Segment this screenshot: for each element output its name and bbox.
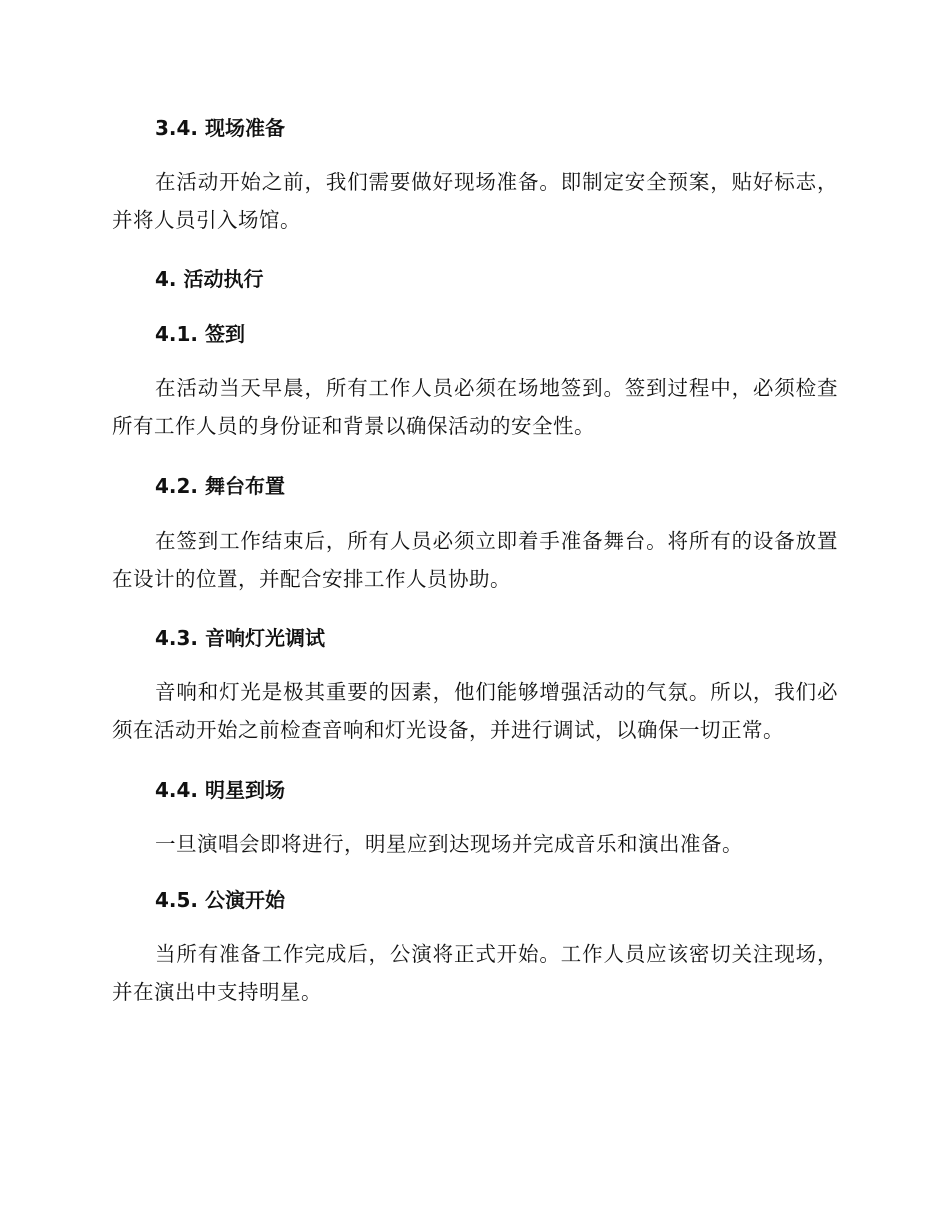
section-paragraph-4-2: 在签到工作结束后，所有人员必须立即着手准备舞台。将所有的设备放置在设计的位置，并配合安排工作人员协助。 — [112, 529, 838, 591]
section-paragraph-4-5: 当所有准备工作完成后，公演将正式开始。工作人员应该密切关注现场，并在演出中支持明星。 — [112, 942, 838, 1004]
section-heading-3-4: 3.4. 现场准备 — [155, 116, 285, 140]
section-heading-4-1: 4.1. 签到 — [155, 322, 245, 346]
section-paragraph-4-1: 在活动当天早晨，所有工作人员必须在场地签到。签到过程中，必须检查所有工作人员的身份证和背景以确保活动的安全性。 — [112, 376, 838, 438]
section-paragraph-4-4: 一旦演唱会即将进行，明星应到达现场并完成音乐和演出准备。 — [155, 832, 743, 856]
section-heading-4: 4. 活动执行 — [155, 267, 264, 291]
section-paragraph-3-4: 在活动开始之前，我们需要做好现场准备。即制定安全预案，贴好标志，并将人员引入场馆。 — [112, 170, 838, 232]
section-paragraph-4-3: 音响和灯光是极其重要的因素，他们能够增强活动的气氛。所以，我们必须在活动开始之前检查音响和灯光设备，并进行调试，以确保一切正常。 — [112, 680, 838, 742]
section-heading-4-3: 4.3. 音响灯光调试 — [155, 626, 325, 650]
section-heading-4-5: 4.5. 公演开始 — [155, 888, 285, 912]
section-heading-4-2: 4.2. 舞台布置 — [155, 474, 285, 498]
section-heading-4-4: 4.4. 明星到场 — [155, 778, 285, 802]
